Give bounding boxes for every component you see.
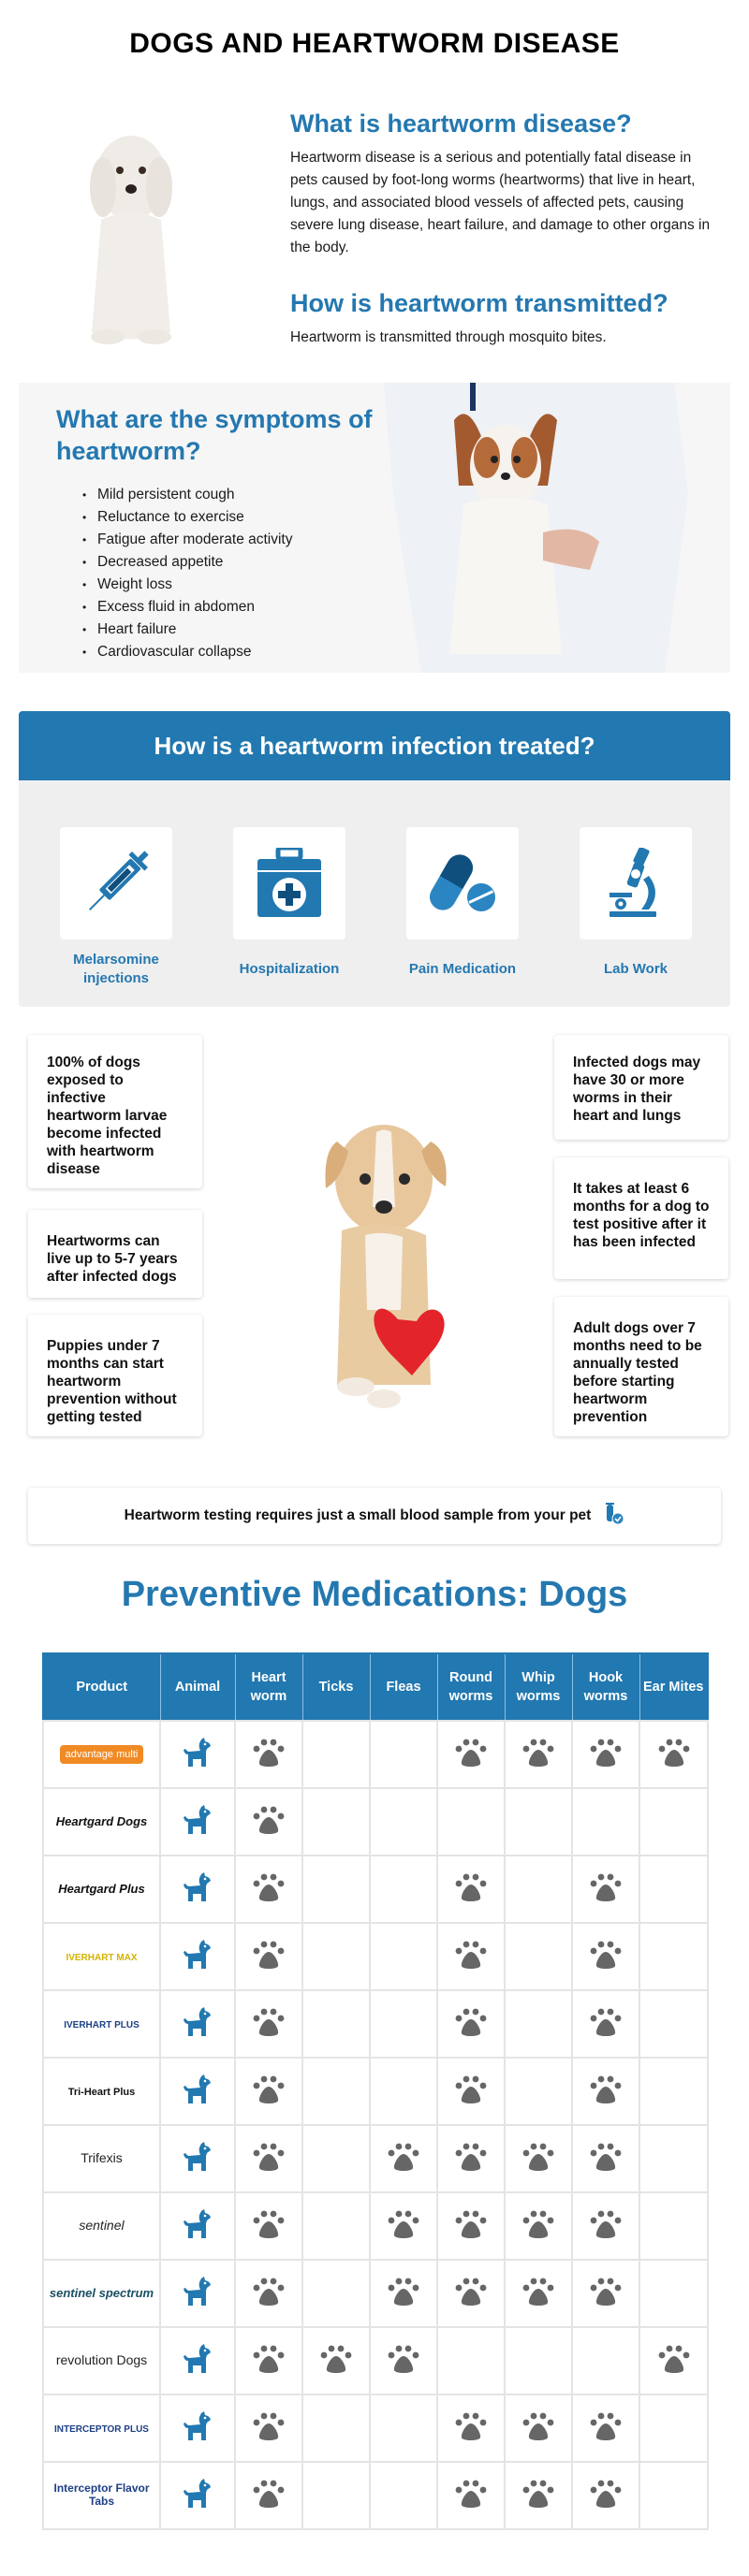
- fact-card-left-2: Heartworms can live up to 5-7 years after infected dogs: [28, 1210, 202, 1298]
- vet-with-dog-image: [365, 383, 730, 673]
- treatment-item-pain-medication: [404, 827, 521, 988]
- coverage-cell-ticks: [302, 2394, 370, 2462]
- paw-check-icon: [253, 2294, 285, 2310]
- animal-cell: [160, 1788, 235, 1856]
- paw-check-icon: [388, 2362, 419, 2378]
- paw-check-icon: [590, 2227, 622, 2243]
- blood-test-text: Heartworm testing requires just a small blood sample from your pet: [124, 1507, 592, 1523]
- paw-check-icon: [253, 2362, 285, 2378]
- symptoms-section: [19, 383, 730, 673]
- coverage-cell-ear-mites: [639, 2260, 708, 2327]
- product-cell: [43, 1923, 160, 1990]
- paw-check-icon: [253, 2496, 285, 2512]
- coverage-cell-heartworm: [235, 2125, 302, 2192]
- animal-cell: [160, 2327, 235, 2394]
- symptom-item: • Excess fluid in abdomen: [82, 596, 293, 619]
- paw-check-icon: [658, 1755, 690, 1771]
- treatment-label: Lab Work: [603, 961, 668, 977]
- coverage-cell-whipworms: [505, 2125, 572, 2192]
- what-is-heartworm-body: Heartworm disease is a serious and potentially fatal disease in pets caused by foot-long worms (heartworms) that live in heart, lungs, and associated blood vessels of affected pets, causing severe lung disease, heart failure, and damage to other organs in the body.: [290, 150, 711, 255]
- coverage-cell-hookworms: [572, 1788, 639, 1856]
- coverage-cell-heartworm: [235, 1788, 302, 1856]
- fact-card-right-1: Infected dogs may have 30 or more worms in their heart and lungs: [554, 1035, 728, 1140]
- coverage-cell-whipworms: [505, 1923, 572, 1990]
- product-logo: sentinel: [79, 2218, 125, 2233]
- pills-icon: [406, 827, 519, 939]
- product-logo: Heartgard Dogs: [55, 1814, 148, 1828]
- paw-check-icon: [522, 1755, 554, 1771]
- paw-check-icon: [253, 2160, 285, 2176]
- column-header-fleas: Fleas: [370, 1653, 437, 1721]
- intro-section: [290, 108, 721, 349]
- coverage-cell-heartworm: [235, 2058, 302, 2125]
- paw-check-icon: [253, 2429, 285, 2445]
- animal-cell: [160, 2058, 235, 2125]
- coverage-cell-whipworms: [505, 2058, 572, 2125]
- paw-check-icon: [388, 2160, 419, 2176]
- product-logo: advantage multi: [60, 1745, 144, 1764]
- paw-check-icon: [590, 1755, 622, 1771]
- product-logo: Heartgard Plus: [58, 1882, 145, 1896]
- coverage-cell-fleas: [370, 2058, 437, 2125]
- paw-check-icon: [455, 2294, 487, 2310]
- table-row: [43, 1721, 708, 1788]
- product-cell: [43, 1721, 160, 1788]
- coverage-cell-roundworms: [437, 2192, 505, 2260]
- coverage-cell-whipworms: [505, 1856, 572, 1923]
- coverage-cell-ear-mites: [639, 2462, 708, 2529]
- coverage-cell-hookworms: [572, 1721, 639, 1788]
- coverage-cell-fleas: [370, 2125, 437, 2192]
- coverage-cell-roundworms: [437, 2125, 505, 2192]
- product-cell: [43, 1788, 160, 1856]
- coverage-cell-ticks: [302, 2192, 370, 2260]
- coverage-cell-ear-mites: [639, 2058, 708, 2125]
- coverage-cell-roundworms: [437, 2058, 505, 2125]
- product-cell: [43, 2192, 160, 2260]
- symptom-item: • Weight loss: [82, 574, 293, 596]
- coverage-cell-ear-mites: [639, 1923, 708, 1990]
- paw-check-icon: [253, 1823, 285, 1839]
- page-title: DOGS AND HEARTWORM DISEASE: [129, 28, 620, 59]
- coverage-cell-fleas: [370, 2192, 437, 2260]
- coverage-cell-whipworms: [505, 1721, 572, 1788]
- table-row: [43, 1923, 708, 1990]
- coverage-cell-heartworm: [235, 2192, 302, 2260]
- coverage-cell-whipworms: [505, 2192, 572, 2260]
- column-header-animal: Animal: [160, 1653, 235, 1721]
- coverage-cell-ticks: [302, 1721, 370, 1788]
- paw-check-icon: [590, 1890, 622, 1906]
- symptom-item: • Heart failure: [82, 619, 293, 641]
- paw-check-icon: [455, 2429, 487, 2445]
- paw-check-icon: [253, 1890, 285, 1906]
- coverage-cell-ear-mites: [639, 2327, 708, 2394]
- transmission-heading: How is heartworm transmitted?: [290, 289, 668, 317]
- paw-check-icon: [522, 2227, 554, 2243]
- coverage-cell-heartworm: [235, 1923, 302, 1990]
- fact-card-left-1: 100% of dogs exposed to infective heartworm larvae become infected with heartworm disease: [28, 1035, 202, 1188]
- coverage-cell-roundworms: [437, 1990, 505, 2058]
- coverage-cell-hookworms: [572, 1923, 639, 1990]
- dog-icon: [181, 2296, 214, 2312]
- coverage-cell-whipworms: [505, 2462, 572, 2529]
- product-cell: [43, 2327, 160, 2394]
- treatment-label: Melarsomine injections: [73, 952, 159, 986]
- paw-check-icon: [253, 2092, 285, 2108]
- column-header-ear-mites: Ear Mites: [639, 1653, 708, 1721]
- coverage-cell-roundworms: [437, 2462, 505, 2529]
- product-cell: [43, 2394, 160, 2462]
- coverage-cell-ticks: [302, 2125, 370, 2192]
- animal-cell: [160, 1721, 235, 1788]
- coverage-cell-fleas: [370, 2260, 437, 2327]
- treatment-section: [19, 711, 730, 1007]
- coverage-cell-heartworm: [235, 1856, 302, 1923]
- coverage-cell-roundworms: [437, 1721, 505, 1788]
- product-cell: [43, 2462, 160, 2529]
- fact-card-right-2: It takes at least 6 months for a dog to test positive after it has been infected: [554, 1157, 728, 1279]
- paw-check-icon: [658, 2362, 690, 2378]
- column-header-ticks: Ticks: [302, 1653, 370, 1721]
- paw-check-icon: [455, 1755, 487, 1771]
- paw-check-icon: [455, 2025, 487, 2041]
- coverage-cell-fleas: [370, 1788, 437, 1856]
- coverage-cell-ticks: [302, 1923, 370, 1990]
- coverage-cell-ear-mites: [639, 2192, 708, 2260]
- dog-icon: [181, 1825, 214, 1841]
- coverage-cell-roundworms: [437, 2327, 505, 2394]
- coverage-cell-ear-mites: [639, 2394, 708, 2462]
- paw-check-icon: [522, 2294, 554, 2310]
- coverage-cell-roundworms: [437, 1923, 505, 1990]
- dog-icon: [181, 2229, 214, 2245]
- microscope-icon: [580, 827, 692, 939]
- syringe-icon: [60, 827, 172, 939]
- symptoms-heading: What are the symptoms of heartworm?: [56, 405, 373, 465]
- preventive-heading: Preventive Medications: Dogs: [121, 1575, 628, 1614]
- product-cell: [43, 1990, 160, 2058]
- column-header-roundworms: Round worms: [437, 1653, 505, 1721]
- transmission-body: Heartworm is transmitted through mosquito bites.: [290, 329, 607, 345]
- treatment-label: Pain Medication: [408, 961, 517, 977]
- dog-icon: [181, 1959, 214, 1975]
- column-header-heartworm: Heart worm: [235, 1653, 302, 1721]
- product-cell: [43, 2125, 160, 2192]
- product-logo: Trifexis: [81, 2150, 123, 2165]
- coverage-cell-ear-mites: [639, 2125, 708, 2192]
- coverage-cell-fleas: [370, 1923, 437, 1990]
- paw-check-icon: [455, 1890, 487, 1906]
- symptom-item: • Cardiovascular collapse: [82, 641, 293, 663]
- dog-icon: [181, 2027, 214, 2043]
- coverage-cell-fleas: [370, 1721, 437, 1788]
- paw-check-icon: [253, 2227, 285, 2243]
- treatment-label: Hospitalization: [239, 961, 340, 977]
- paw-check-icon: [522, 2160, 554, 2176]
- coverage-cell-hookworms: [572, 1856, 639, 1923]
- dog-icon: [181, 1892, 214, 1908]
- dog-icon: [181, 2431, 214, 2447]
- coverage-cell-ear-mites: [639, 1990, 708, 2058]
- preventive-medications-table: [42, 1652, 709, 2530]
- product-logo: INTERCEPTOR PLUS: [54, 2424, 149, 2435]
- paw-check-icon: [320, 2362, 352, 2378]
- coverage-cell-hookworms: [572, 2125, 639, 2192]
- dog-icon: [181, 1757, 214, 1773]
- coverage-cell-whipworms: [505, 1788, 572, 1856]
- coverage-cell-roundworms: [437, 2260, 505, 2327]
- coverage-cell-fleas: [370, 1856, 437, 1923]
- symptoms-list: [82, 484, 293, 663]
- coverage-cell-hookworms: [572, 2058, 639, 2125]
- paw-check-icon: [455, 2496, 487, 2512]
- treatment-item-melarsomine: [58, 827, 174, 988]
- coverage-cell-heartworm: [235, 2260, 302, 2327]
- product-logo: IVERHART MAX: [66, 1953, 138, 1963]
- paw-check-icon: [388, 2294, 419, 2310]
- product-logo: revolution Dogs: [55, 2352, 148, 2367]
- coverage-cell-hookworms: [572, 2462, 639, 2529]
- coverage-cell-fleas: [370, 2394, 437, 2462]
- paw-check-icon: [590, 2160, 622, 2176]
- coverage-cell-whipworms: [505, 2394, 572, 2462]
- coverage-cell-hookworms: [572, 2260, 639, 2327]
- paw-check-icon: [455, 2160, 487, 2176]
- coverage-cell-hookworms: [572, 2394, 639, 2462]
- coverage-cell-ear-mites: [639, 1788, 708, 1856]
- coverage-cell-heartworm: [235, 2394, 302, 2462]
- paw-check-icon: [590, 1957, 622, 1973]
- paw-check-icon: [590, 2294, 622, 2310]
- coverage-cell-heartworm: [235, 2327, 302, 2394]
- animal-cell: [160, 2125, 235, 2192]
- coverage-cell-heartworm: [235, 1721, 302, 1788]
- coverage-cell-ticks: [302, 1788, 370, 1856]
- coverage-cell-ticks: [302, 2462, 370, 2529]
- coverage-cell-heartworm: [235, 2462, 302, 2529]
- product-cell: [43, 1856, 160, 1923]
- paw-check-icon: [522, 2429, 554, 2445]
- treatment-heading: How is a heartworm infection treated?: [19, 711, 730, 780]
- coverage-cell-whipworms: [505, 1990, 572, 2058]
- paw-check-icon: [455, 1957, 487, 1973]
- product-cell: [43, 2260, 160, 2327]
- animal-cell: [160, 2192, 235, 2260]
- coverage-cell-ticks: [302, 2327, 370, 2394]
- table-body: [43, 1721, 708, 2529]
- coverage-cell-ticks: [302, 1990, 370, 2058]
- treatment-item-lab-work: [578, 827, 694, 988]
- animal-cell: [160, 1923, 235, 1990]
- fact-card-right-3: Adult dogs over 7 months need to be annually tested before starting heartworm prevention: [554, 1297, 728, 1436]
- dog-icon: [181, 2094, 214, 2110]
- table-row: [43, 2327, 708, 2394]
- dog-icon: [181, 2498, 214, 2514]
- coverage-cell-fleas: [370, 2327, 437, 2394]
- animal-cell: [160, 2260, 235, 2327]
- table-row: [43, 2462, 708, 2529]
- paw-check-icon: [590, 2429, 622, 2445]
- dog-icon: [181, 2161, 214, 2177]
- table-row: [43, 1990, 708, 2058]
- table-row: [43, 2125, 708, 2192]
- table-row: [43, 2394, 708, 2462]
- coverage-cell-fleas: [370, 1990, 437, 2058]
- product-cell: [43, 2058, 160, 2125]
- animal-cell: [160, 1990, 235, 2058]
- paw-check-icon: [522, 2496, 554, 2512]
- coverage-cell-fleas: [370, 2462, 437, 2529]
- coverage-cell-roundworms: [437, 1788, 505, 1856]
- coverage-cell-whipworms: [505, 2260, 572, 2327]
- paw-check-icon: [388, 2227, 419, 2243]
- coverage-cell-roundworms: [437, 1856, 505, 1923]
- paw-check-icon: [455, 2227, 487, 2243]
- product-logo: IVERHART PLUS: [64, 2020, 140, 2030]
- coverage-cell-whipworms: [505, 2327, 572, 2394]
- table-header-row: [43, 1653, 708, 1721]
- paw-check-icon: [253, 1957, 285, 1973]
- coverage-cell-hookworms: [572, 2192, 639, 2260]
- column-header-whipworms: Whip worms: [505, 1653, 572, 1721]
- coverage-cell-ticks: [302, 2260, 370, 2327]
- coverage-cell-hookworms: [572, 1990, 639, 2058]
- animal-cell: [160, 2394, 235, 2462]
- product-logo: Tri-Heart Plus: [67, 2087, 136, 2098]
- symptom-item: • Decreased appetite: [82, 551, 293, 574]
- what-is-heartworm-heading: What is heartworm disease?: [290, 109, 632, 138]
- coverage-cell-hookworms: [572, 2327, 639, 2394]
- paw-check-icon: [253, 1755, 285, 1771]
- maltese-dog-image: [66, 112, 197, 346]
- table-row: [43, 1788, 708, 1856]
- coverage-cell-ticks: [302, 2058, 370, 2125]
- table-row: [43, 1856, 708, 1923]
- symptom-item: • Reluctance to exercise: [82, 506, 293, 529]
- coverage-cell-ear-mites: [639, 1721, 708, 1788]
- paw-check-icon: [253, 2025, 285, 2041]
- animal-cell: [160, 1856, 235, 1923]
- table-row: [43, 2058, 708, 2125]
- column-header-product: Product: [43, 1653, 160, 1721]
- puppy-with-heart-image: [272, 1076, 477, 1413]
- symptom-item: • Mild persistent cough: [82, 484, 293, 506]
- coverage-cell-heartworm: [235, 1990, 302, 2058]
- coverage-cell-roundworms: [437, 2394, 505, 2462]
- dog-icon: [181, 2364, 214, 2380]
- table-row: [43, 2260, 708, 2327]
- fact-card-left-3: Puppies under 7 months can start heartworm prevention without getting tested: [28, 1315, 202, 1436]
- symptom-item: • Fatigue after moderate activity: [82, 529, 293, 551]
- paw-check-icon: [590, 2092, 622, 2108]
- medical-kit-icon: [233, 827, 345, 939]
- treatment-item-hospitalization: [231, 827, 347, 988]
- paw-check-icon: [455, 2092, 487, 2108]
- coverage-cell-ear-mites: [639, 1856, 708, 1923]
- test-tube-check-icon: [604, 1503, 624, 1530]
- paw-check-icon: [590, 2496, 622, 2512]
- table-row: [43, 2192, 708, 2260]
- product-logo: Interceptor Flavor Tabs: [53, 2481, 150, 2508]
- product-logo: sentinel spectrum: [49, 2286, 154, 2300]
- coverage-cell-ticks: [302, 1856, 370, 1923]
- animal-cell: [160, 2462, 235, 2529]
- column-header-hookworms: Hook worms: [572, 1653, 639, 1721]
- blood-test-callout: [28, 1488, 721, 1544]
- paw-check-icon: [590, 2025, 622, 2041]
